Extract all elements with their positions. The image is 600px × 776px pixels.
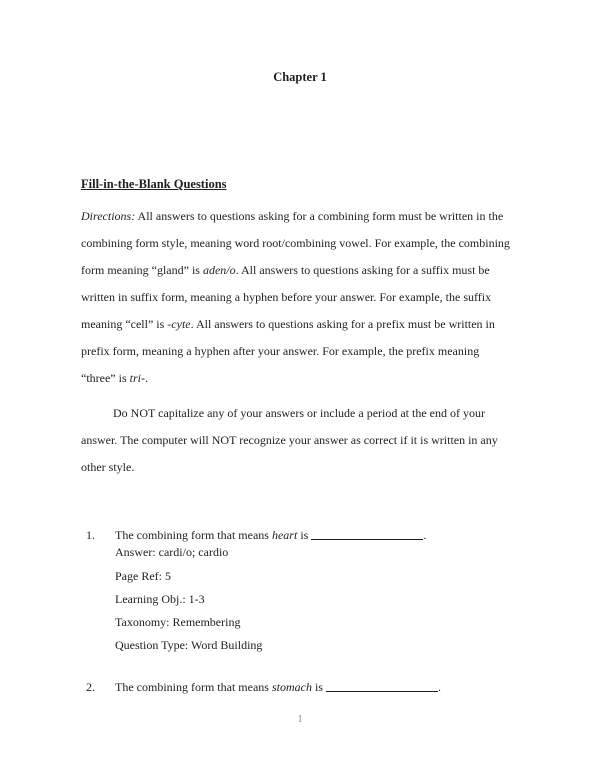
- question-1-body: [115, 527, 528, 654]
- directions-paragraph: [81, 203, 513, 392]
- question-1-text-end: .: [423, 528, 427, 542]
- question-1-question-type: Question Type: Word Building: [115, 638, 263, 652]
- question-1: [86, 527, 528, 654]
- question-2-body: [115, 679, 528, 696]
- question-1-term: heart: [271, 528, 298, 542]
- question-2-number: 2.: [86, 680, 95, 694]
- question-2: [86, 679, 528, 696]
- question-1-number: 1.: [86, 528, 95, 542]
- question-2-term: stomach: [271, 680, 312, 694]
- question-2-text-after: is: [311, 680, 326, 694]
- question-2-text: [115, 679, 528, 696]
- directions-run: . All answers to questions asking for a prefix must be written in prefix form, meaning a hyphen after your answer. For example, the prefix meaning “three” is: [81, 317, 495, 385]
- answer-blank: [311, 528, 423, 540]
- note-paragraph: Do NOT capitalize any of your answers or include a period at the end of your answer. The computer will NOT recognize your answer as correct if it is written in any other style.: [81, 406, 498, 474]
- directions-run: All answers to questions asking for a combining form must be written in the combining form style, meaning word root/combining vowel. For example, the combining form meaning “gland” is: [81, 209, 510, 277]
- question-1-answer: Answer: cardi/o; cardio: [115, 545, 229, 559]
- section-heading: Fill-in-the-Blank Questions: [81, 177, 227, 191]
- directions-run: . All answers to questions asking for a suffix must be written in suffix form, meaning a hyphen before your answer. For example, the suffix meaning “cell” is: [81, 263, 492, 331]
- answer-blank: [326, 680, 438, 692]
- question-2-text-end: .: [437, 680, 441, 694]
- page-number: 1: [297, 714, 303, 725]
- question-1-learning-obj: Learning Obj.: 1-3: [115, 592, 205, 606]
- question-2-text-before: The combining form that means: [115, 680, 272, 694]
- question-1-text: [115, 527, 528, 544]
- example-combining-form: aden/o: [202, 263, 236, 277]
- question-1-taxonomy: Taxonomy: Remembering: [115, 615, 241, 629]
- chapter-title: Chapter 1: [273, 70, 327, 84]
- question-1-text-before: The combining form that means: [115, 528, 272, 542]
- directions-run: .: [144, 371, 148, 385]
- question-1-text-after: is: [297, 528, 312, 542]
- question-1-page-ref: Page Ref: 5: [115, 569, 171, 583]
- example-prefix: tri-: [129, 371, 145, 385]
- directions-label: Directions:: [81, 209, 136, 223]
- example-suffix: -cyte: [167, 317, 191, 331]
